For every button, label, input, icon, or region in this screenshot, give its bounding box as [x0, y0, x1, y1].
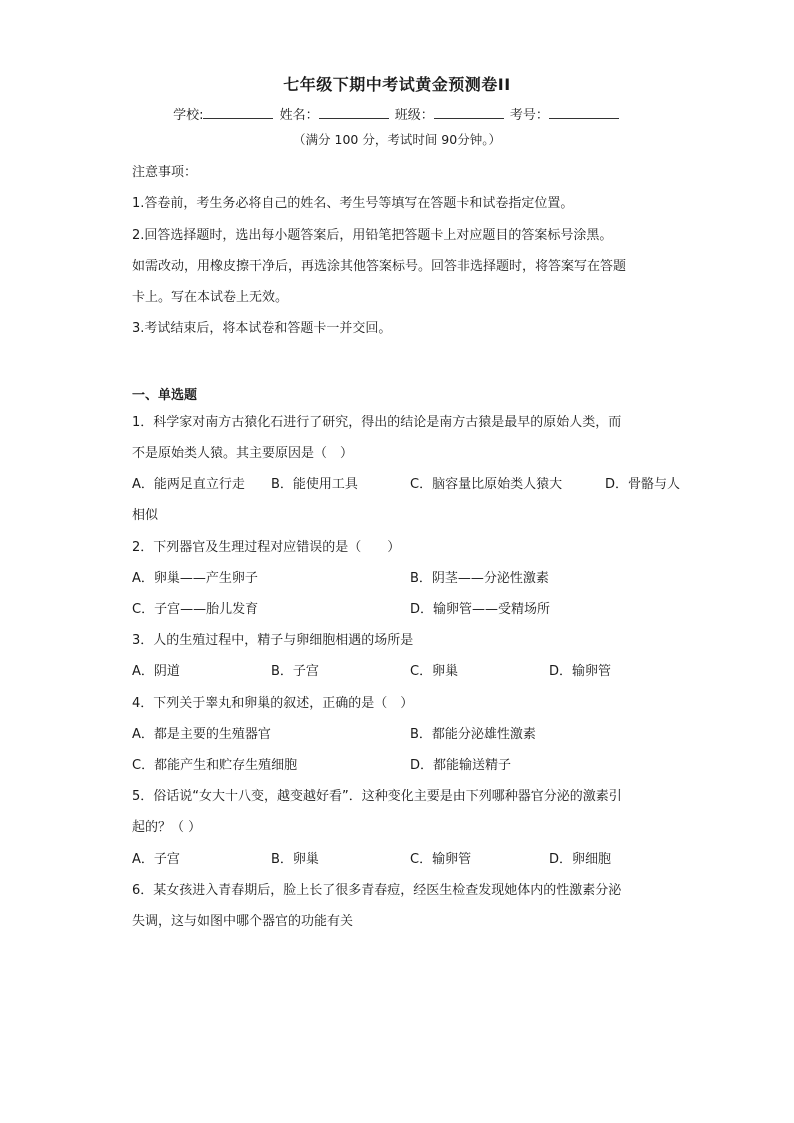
question-5-option-c[interactable]: C．输卵管: [410, 852, 472, 867]
exam-no-blank[interactable]: [549, 106, 619, 119]
instruction-line: 卡上。写在本试卷上无效。: [132, 290, 289, 305]
instruction-line: 1.答卷前，考生务必将自己的姓名、考生号等填写在答题卡和试卷指定位置。: [132, 196, 574, 211]
exam-no-label: 考号：: [509, 108, 549, 123]
question-5-option-b[interactable]: B．卵巢: [271, 852, 319, 867]
question-1-stem-cont: 不是原始类人猿。其主要原因是（ ）: [132, 446, 354, 461]
school-blank[interactable]: [203, 106, 273, 119]
question-3-option-c[interactable]: C．卵巢: [410, 664, 459, 679]
class-blank[interactable]: [434, 106, 504, 119]
question-2-option-c[interactable]: C．子宫——胎儿发育: [132, 602, 259, 617]
question-1-option-d-cont: 相似: [132, 508, 159, 523]
instruction-line: 3.考试结束后，将本试卷和答题卡一并交回。: [132, 321, 392, 336]
instruction-line: 如需改动，用橡皮擦干净后，再选涂其他答案标号。回答非选择题时，将答案写在答题: [132, 259, 627, 274]
name-label: 姓名：: [279, 108, 319, 123]
question-1-option-a[interactable]: A．能两足直立行走: [132, 477, 245, 492]
question-2-stem: 2．下列器官及生理过程对应错误的是（ ）: [132, 540, 401, 555]
question-3-option-d[interactable]: D．输卵管: [549, 664, 612, 679]
question-1-stem: 1．科学家对南方古猿化石进行了研究，得出的结论是南方古猿是最早的原始人类，而: [132, 415, 622, 430]
question-6-stem-cont: 失调，这与如图中哪个器官的功能有关: [132, 914, 354, 929]
question-3-option-a[interactable]: A．阴道: [132, 664, 180, 679]
school-label: 学校:: [173, 108, 204, 123]
question-5-stem-cont: 起的？（ ）: [132, 820, 202, 835]
question-4-option-a[interactable]: A．都是主要的生殖器官: [132, 727, 271, 742]
question-1-option-c[interactable]: C．脑容量比原始类人猿大: [410, 477, 563, 492]
question-3-option-b[interactable]: B．子宫: [271, 664, 319, 679]
question-4-option-d[interactable]: D．都能输送精子: [410, 758, 512, 773]
question-2-option-b[interactable]: B．阴茎——分泌性激素: [410, 571, 549, 586]
question-1-option-b[interactable]: B．能使用工具: [271, 477, 358, 492]
student-info-row: [0, 104, 794, 123]
question-4-option-b[interactable]: B．都能分泌雄性激素: [410, 727, 536, 742]
instructions-heading: 注意事项：: [132, 165, 198, 180]
section-heading: 一、单选题: [132, 388, 198, 403]
question-1-option-d[interactable]: D．骨骼与人: [605, 477, 681, 492]
name-blank[interactable]: [319, 106, 389, 119]
page-title: 七年级下期中考试黄金预测卷II: [283, 75, 511, 94]
question-4-option-c[interactable]: C．都能产生和贮存生殖细胞: [132, 758, 298, 773]
class-label: 班级：: [394, 108, 434, 123]
question-2-option-d[interactable]: D．输卵管——受精场所: [410, 602, 551, 617]
question-4-stem: 4．下列关于睾丸和卵巢的叙述，正确的是（ ）: [132, 696, 414, 711]
question-5-option-a[interactable]: A．子宫: [132, 852, 180, 867]
instruction-line: 2.回答选择题时，选出每小题答案后，用铅笔把答题卡上对应题目的答案标号涂黑。: [132, 228, 613, 243]
question-3-stem: 3．人的生殖过程中，精子与卵细胞相遇的场所是: [132, 633, 414, 648]
question-2-option-a[interactable]: A．卵巢——产生卵子: [132, 571, 258, 586]
question-5-stem: 5．俗话说“女大十八变，越变越好看”．这种变化主要是由下列哪种器官分泌的激素引: [132, 789, 622, 804]
question-6-stem: 6．某女孩进入青春期后，脸上长了很多青春痘，经医生检查发现她体内的性激素分泌: [132, 883, 622, 898]
exam-note: （满分 100 分，考试时间 90分钟。）: [293, 132, 501, 147]
question-5-option-d[interactable]: D．卵细胞: [549, 852, 612, 867]
